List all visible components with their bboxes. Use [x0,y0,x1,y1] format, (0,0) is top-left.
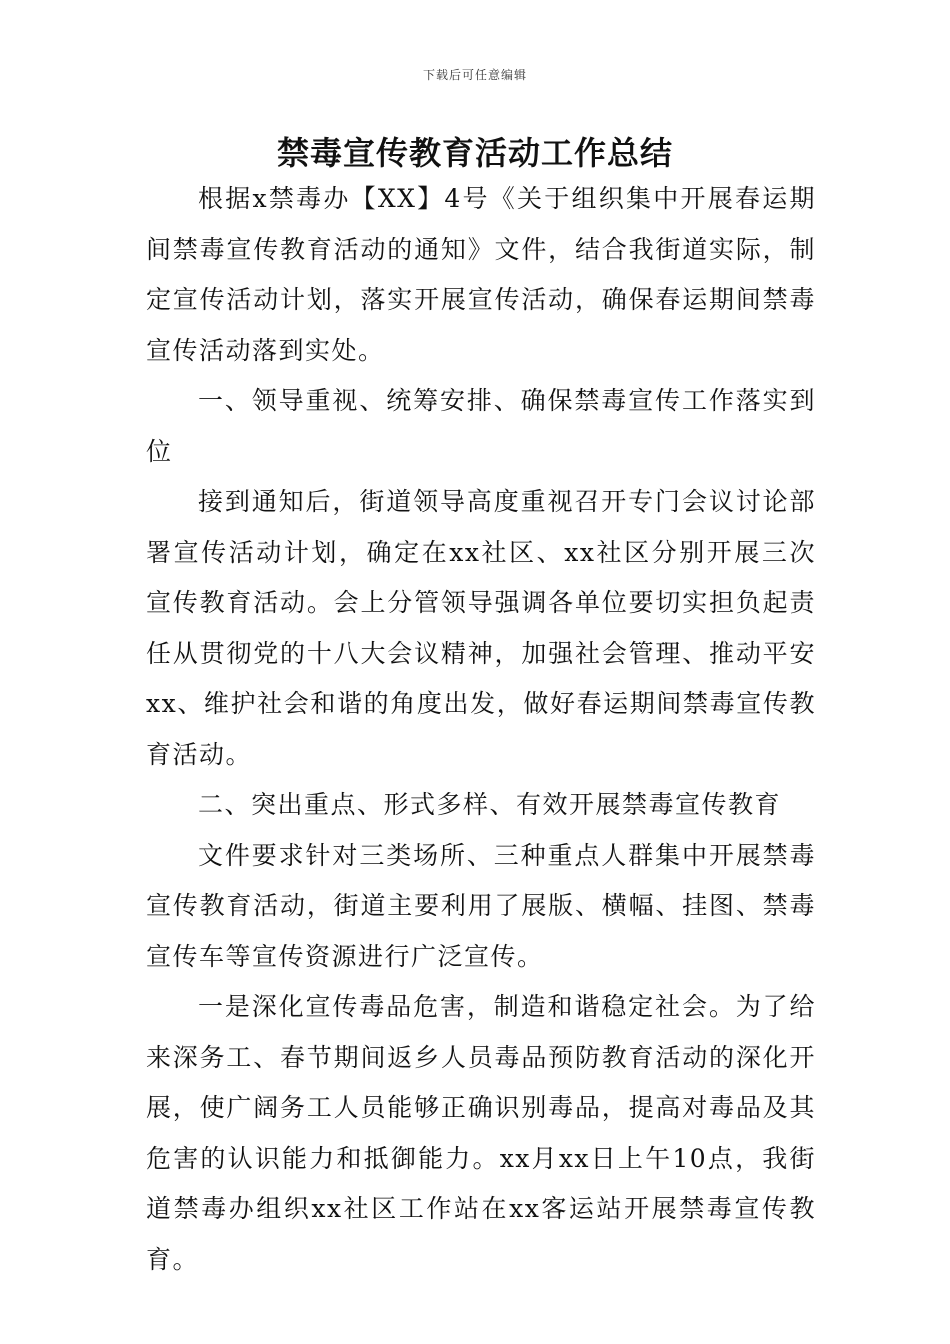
document-body [146,174,816,1285]
section-heading-2: 二、突出重点、形式多样、有效开展禁毒宣传教育 [198,790,782,819]
document-title: 禁毒宣传教育活动工作总结 [276,134,673,172]
paragraph-section-1: 接到通知后，街道领导高度重视召开专门会议讨论部署宣传活动计划，确定在xx社区、xx社区分别开展三次宣传教育活动。会上分管领导强调各单位要切实担负起责任从贯彻党的十八大会议精神，加强社会管理、推动平安xx、维护社会和谐的角度出发，做好春运期间禁毒宣传教育活动。 [146,487,816,769]
paragraph-intro: 根据x禁毒办【XX】4号《关于组织集中开展春运期间禁毒宣传教育活动的通知》文件，结合我街道实际，制定宣传活动计划，落实开展宣传活动，确保春运期间禁毒宣传活动落到实处。 [146,184,816,365]
paragraph-section-2: 文件要求针对三类场所、三种重点人群集中开展禁毒宣传教育活动，街道主要利用了展版、横幅、挂图、禁毒宣传车等宣传资源进行广泛宣传。 [146,840,816,971]
section-heading-1: 一、领导重视、统筹安排、确保禁毒宣传工作落实到位 [146,386,816,466]
header-note: 下载后可任意编辑 [422,68,527,82]
paragraph-item-1: 一是深化宣传毒品危害，制造和谐稳定社会。为了给来深务工、春节期间返乡人员毒品预防教育活动的深化开展，使广阔务工人员能够正确识别毒品，提高对毒品及其危害的认识能力和抵御能力。xx月xx日上午10点，我街道禁毒办组织xx社区工作站在xx客运站开展禁毒宣传教育。 [146,992,816,1274]
